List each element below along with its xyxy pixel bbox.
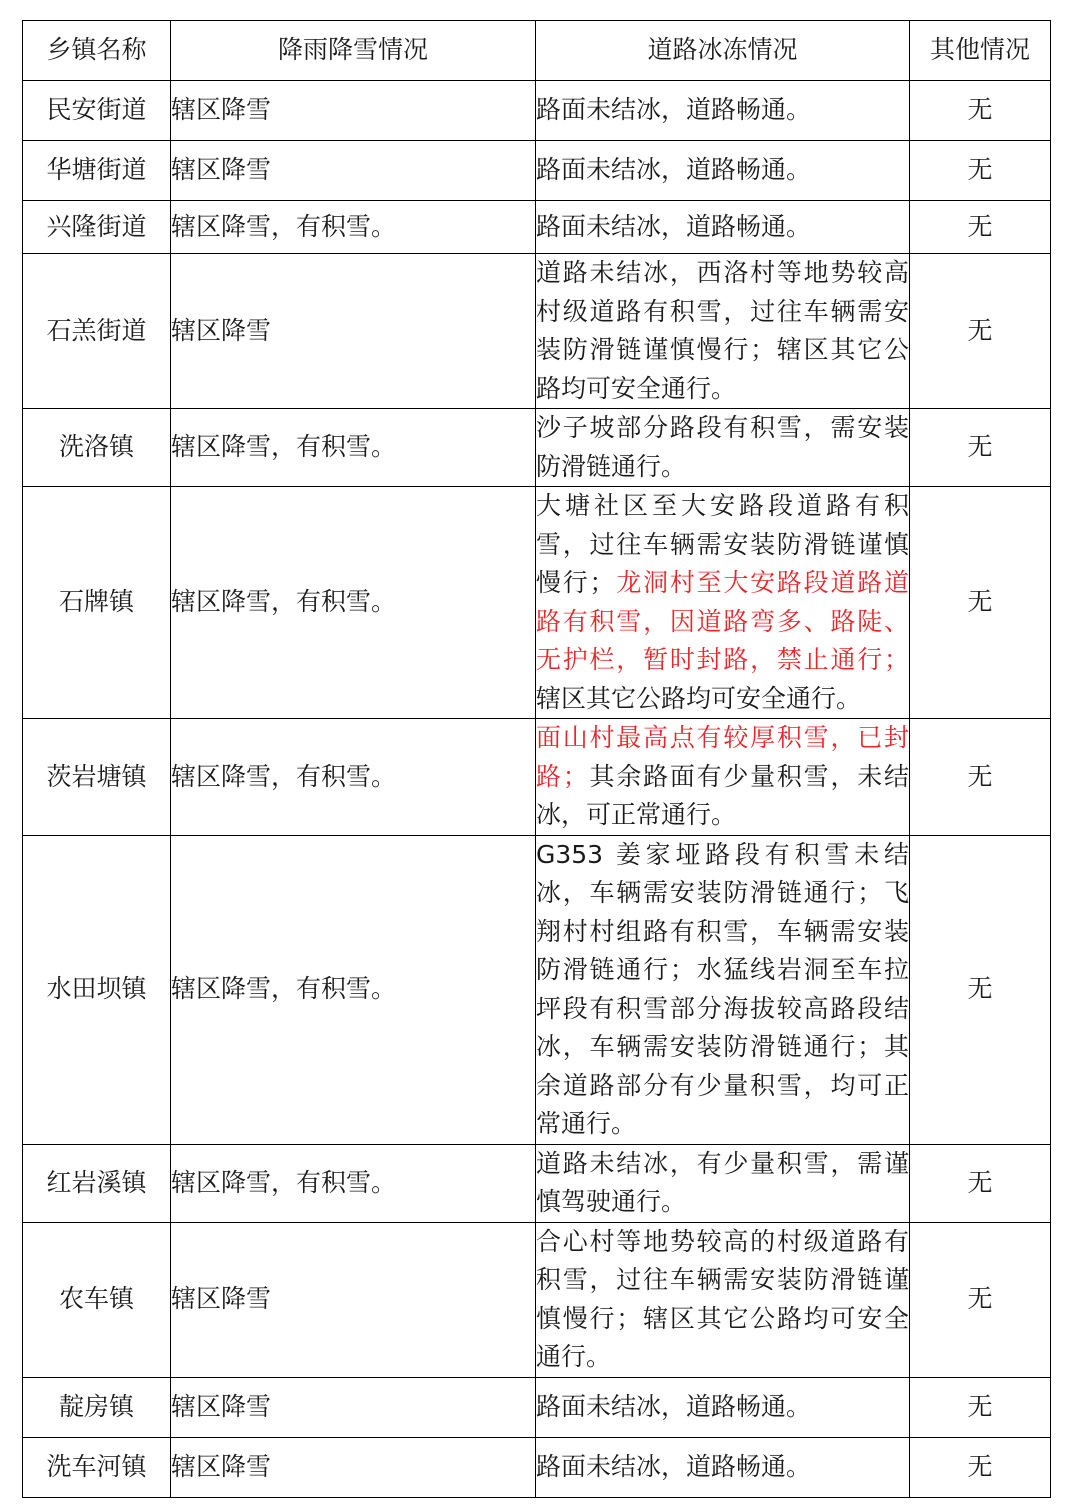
table-body [23,81,1051,1498]
table-row [23,719,1051,836]
table-row [23,835,1051,1144]
cell-rain-snow: 辖区降雪 [171,254,536,409]
cell-rain-snow: 辖区降雪，有积雪。 [171,487,536,719]
table-row [23,1437,1051,1497]
road-text: 大塘社区至大安路段道路有积雪，过往车辆需安装防滑链谨慎慢行； [536,491,909,597]
road-text: 路面未结冰，道路畅通。 [536,1451,812,1481]
cell-town-name: 靛房镇 [23,1377,171,1437]
cell-rain-snow: 辖区降雪 [171,141,536,201]
cell-road-ice [536,409,910,487]
cell-rain-snow: 辖区降雪 [171,1222,536,1377]
cell-rain-snow: 辖区降雪，有积雪。 [171,835,536,1144]
road-text: 路面未结冰，道路畅通。 [536,155,812,185]
cell-road-ice [536,835,910,1144]
table-row [23,487,1051,719]
road-text: 路面未结冰，道路畅通。 [536,95,812,125]
cell-road-ice [536,1437,910,1497]
road-text-highlight: 面山村最高点有较厚积雪，已封路； [536,723,909,791]
cell-road-ice [536,1222,910,1377]
table-row [23,1222,1051,1377]
cell-other: 无 [910,487,1051,719]
cell-town-name: 石羔街道 [23,254,171,409]
cell-road-ice [536,254,910,409]
cell-rain-snow: 辖区降雪 [171,1437,536,1497]
road-text: 合心村等地势较高的村级道路有积雪，过往车辆需安装防滑链谨慎慢行；辖区其它公路均可安全通行。 [536,1226,909,1371]
cell-town-name: 洗洛镇 [23,409,171,487]
cell-other: 无 [910,254,1051,409]
road-text: 辖区其它公路均可安全通行。 [536,683,862,713]
table-row [23,409,1051,487]
cell-road-ice [536,141,910,201]
road-text: 路面未结冰，道路畅通。 [536,1391,812,1421]
cell-town-name: 兴隆街道 [23,201,171,254]
cell-town-name: 茨岩塘镇 [23,719,171,836]
cell-other: 无 [910,1437,1051,1497]
road-text: G353 姜家垭路段有积雪未结冰，车辆需安装防滑链通行；飞翔村村组路有积雪，车辆需安装防滑链通行；水猛线岩洞至车拉坪段有积雪部分海拔较高路段结冰，车辆需安装防滑链通行；其余道路部分有少量积雪，均可正常通行。 [536,839,909,1138]
cell-rain-snow: 辖区降雪，有积雪。 [171,719,536,836]
cell-road-ice [536,1377,910,1437]
header-town: 乡镇名称 [23,21,171,81]
cell-other: 无 [910,1222,1051,1377]
cell-town-name: 洗车河镇 [23,1437,171,1497]
road-text-highlight: 龙洞村至大安路段道路道路有积雪，因道路弯多、路陡、无护栏，暂时封路，禁止通行； [536,568,909,674]
cell-town-name: 石牌镇 [23,487,171,719]
road-text: 道路未结冰，有少量积雪，需谨慎驾驶通行。 [536,1148,909,1216]
cell-other: 无 [910,141,1051,201]
cell-road-ice [536,1144,910,1222]
cell-rain-snow: 辖区降雪，有积雪。 [171,1144,536,1222]
cell-other: 无 [910,201,1051,254]
cell-other: 无 [910,719,1051,836]
cell-road-ice [536,201,910,254]
cell-other: 无 [910,81,1051,141]
cell-town-name: 水田坝镇 [23,835,171,1144]
cell-other: 无 [910,835,1051,1144]
road-text: 沙子坡部分路段有积雪，需安装防滑链通行。 [536,413,909,481]
cell-rain-snow: 辖区降雪 [171,81,536,141]
cell-town-name: 华塘街道 [23,141,171,201]
table-row [23,1377,1051,1437]
table-row [23,81,1051,141]
header-other: 其他情况 [910,21,1051,81]
cell-rain-snow: 辖区降雪，有积雪。 [171,201,536,254]
header-road-ice: 道路冰冻情况 [536,21,910,81]
table-header-row [23,21,1051,81]
cell-rain-snow: 辖区降雪 [171,1377,536,1437]
table-row [23,201,1051,254]
cell-town-name: 农车镇 [23,1222,171,1377]
cell-road-ice [536,487,910,719]
table-row [23,1144,1051,1222]
road-conditions-table [22,20,1051,1498]
road-text: 路面未结冰，道路畅通。 [536,211,812,241]
cell-town-name: 民安街道 [23,81,171,141]
cell-other: 无 [910,1377,1051,1437]
cell-road-ice [536,719,910,836]
cell-rain-snow: 辖区降雪，有积雪。 [171,409,536,487]
cell-road-ice [536,81,910,141]
table-row [23,141,1051,201]
cell-other: 无 [910,1144,1051,1222]
road-text: 道路未结冰，西洛村等地势较高村级道路有积雪，过往车辆需安装防滑链谨慎慢行；辖区其它公路均可安全通行。 [536,258,909,403]
cell-other: 无 [910,409,1051,487]
road-text: 其余路面有少量积雪，未结冰，可正常通行。 [536,761,909,829]
header-rain-snow: 降雨降雪情况 [171,21,536,81]
table-row [23,254,1051,409]
cell-town-name: 红岩溪镇 [23,1144,171,1222]
